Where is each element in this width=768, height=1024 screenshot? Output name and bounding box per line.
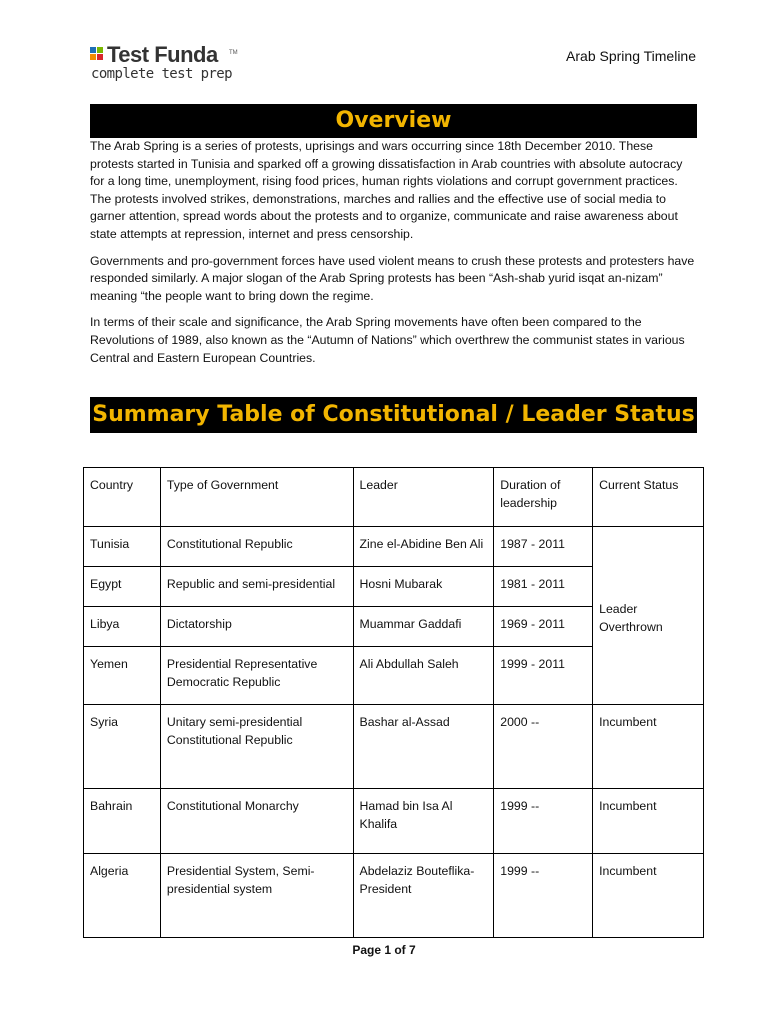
cell-government: Republic and semi-presidential [160, 567, 353, 607]
cell-duration: 1981 - 2011 [494, 567, 593, 607]
cell-leader: Zine el-Abidine Ben Ali [353, 527, 494, 567]
logo-grid-icon [90, 47, 104, 61]
cell-leader: Muammar Gaddafi [353, 607, 494, 647]
logo-tagline: complete test prep [91, 66, 232, 82]
cell-country: Libya [84, 607, 161, 647]
cell-duration: 1999 -- [494, 789, 593, 854]
table-row [84, 527, 704, 567]
cell-leader: Ali Abdullah Saleh [353, 647, 494, 705]
document-title: Arab Spring Timeline [566, 48, 696, 64]
column-header-country: Country [84, 468, 161, 527]
overview-paragraph: In terms of their scale and significance, the Arab Spring movements have often been compared to the Revolutions of 1989, also known as the “Autumn of Nations” which overthrew the communist states in various Central and Eastern European Countries. [90, 315, 685, 365]
overview-paragraph: Governments and pro-government forces have used violent means to crush these protests and protesters have responded similarly. A major slogan of the Arab Spring protests has been “Ash-shab yurid isqat an-nizam” meaning “the people want to bring down the regime. [90, 253, 695, 303]
cell-duration: 1987 - 2011 [494, 527, 593, 567]
page-number: Page 1 of 7 [352, 943, 416, 957]
cell-government: Unitary semi-presidential Constitutional Republic [160, 705, 353, 789]
test-funda-logo[interactable] [90, 42, 240, 88]
cell-duration: 1969 - 2011 [494, 607, 593, 647]
page-header [90, 42, 696, 92]
cell-country: Syria [84, 705, 161, 789]
cell-leader: Hosni Mubarak [353, 567, 494, 607]
overview-body [90, 138, 698, 376]
cell-duration: 1999 - 2011 [494, 647, 593, 705]
cell-country: Bahrain [84, 789, 161, 854]
cell-government: Constitutional Republic [160, 527, 353, 567]
column-header-government: Type of Government [160, 468, 353, 527]
cell-leader: Abdelaziz Bouteflika- President [353, 854, 494, 938]
table-row [84, 854, 704, 938]
cell-status: Incumbent [593, 789, 704, 854]
cell-duration: 1999 -- [494, 854, 593, 938]
leader-status-table [83, 467, 704, 938]
logo-trademark: TM [229, 50, 238, 56]
cell-country: Tunisia [84, 527, 161, 567]
column-header-leader: Leader [353, 468, 494, 527]
overview-heading: Overview [90, 104, 697, 138]
cell-country: Algeria [84, 854, 161, 938]
table-row [84, 705, 704, 789]
logo-name: Test Funda [107, 42, 218, 67]
cell-leader: Bashar al-Assad [353, 705, 494, 789]
cell-duration: 2000 -- [494, 705, 593, 789]
summary-heading: Summary Table of Constitutional / Leader Status [90, 397, 697, 433]
cell-government: Dictatorship [160, 607, 353, 647]
cell-government: Constitutional Monarchy [160, 789, 353, 854]
cell-government: Presidential System, Semi-presidential system [160, 854, 353, 938]
column-header-duration: Duration of leadership [494, 468, 593, 527]
cell-status: Incumbent [593, 854, 704, 938]
overview-paragraph: The Arab Spring is a series of protests, uprisings and wars occurring since 18th December 2010. These protests started in Tunisia and sparked off a growing dissatisfaction in Arab countries with absolute autocracy for a long time, unemployment, rising food prices, human rights violations and corrupt government practices. The protests involved strikes, demonstrations, marches and rallies and the effective use of social media to garner attention, spread words about the protests and to organize, communicate and raise awareness about state attempts at repression, internet and press censorship. [90, 139, 683, 241]
column-header-status: Current Status [593, 468, 704, 527]
cell-status: Incumbent [593, 705, 704, 789]
cell-status-merged: Leader Overthrown [593, 527, 704, 705]
cell-government: Presidential Representative Democratic Republic [160, 647, 353, 705]
cell-country: Yemen [84, 647, 161, 705]
table-row [84, 789, 704, 854]
cell-country: Egypt [84, 567, 161, 607]
table-header-row [84, 468, 704, 527]
cell-leader: Hamad bin Isa Al Khalifa [353, 789, 494, 854]
